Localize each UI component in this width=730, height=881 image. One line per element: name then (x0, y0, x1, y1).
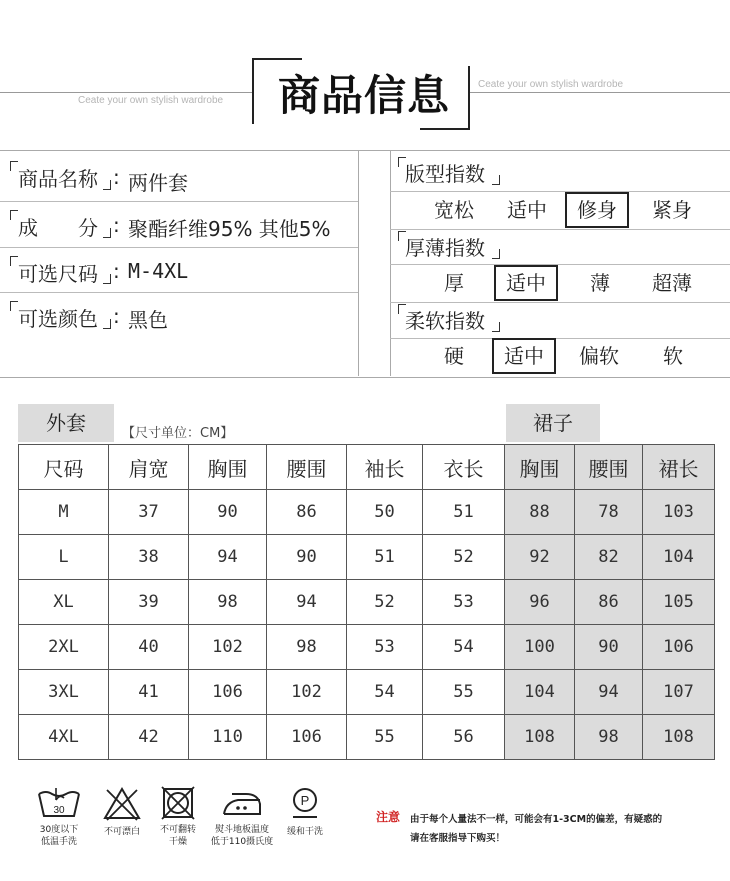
table-cell: 39 (109, 580, 189, 625)
info-divider (358, 150, 359, 376)
table-cell: 51 (347, 535, 423, 580)
table-cell: 42 (109, 715, 189, 760)
table-cell: 37 (109, 490, 189, 535)
table-cell: 110 (189, 715, 267, 760)
size-cell: 4XL (19, 715, 109, 760)
index-row-line (390, 302, 730, 303)
table-cell: 102 (189, 625, 267, 670)
info-colon: : (113, 165, 120, 189)
header-cell: 腰围 (575, 445, 643, 490)
unit-label: 【尺寸单位：CM】 (122, 426, 234, 441)
index-option-selected: 修身 (565, 192, 629, 228)
table-row (19, 535, 715, 580)
label-bracket-open (10, 256, 18, 266)
index-option: 硬 (444, 344, 464, 368)
table-cell: 96 (505, 580, 575, 625)
table-cell: 38 (109, 535, 189, 580)
table-cell: 94 (575, 670, 643, 715)
table-cell: 107 (643, 670, 715, 715)
care-gentle-dry-clean (278, 786, 332, 838)
index-option: 紧身 (652, 198, 692, 222)
index-label: 厚薄指数 (405, 236, 485, 260)
care-text-line1: 缓和干洗 (286, 827, 323, 837)
table-cell: 86 (267, 490, 347, 535)
size-cell: M (19, 490, 109, 535)
info-colon: : (113, 213, 120, 237)
table-cell: 82 (575, 535, 643, 580)
table-cell: 98 (267, 625, 347, 670)
label-bracket-close (492, 322, 500, 332)
table-row (19, 625, 715, 670)
table-row (19, 580, 715, 625)
info-label: 可选颜色 (18, 307, 98, 331)
header-cell: 胸围 (189, 445, 267, 490)
table-cell: 98 (189, 580, 267, 625)
table-cell: 108 (643, 715, 715, 760)
table-cell: 52 (347, 580, 423, 625)
label-bracket-open (10, 301, 18, 311)
table-cell: 94 (189, 535, 267, 580)
label-bracket-close (103, 180, 111, 190)
header-cell: 衣长 (423, 445, 505, 490)
size-cell: L (19, 535, 109, 580)
info-row-line (0, 247, 358, 248)
table-cell: 106 (643, 625, 715, 670)
table-cell: 54 (347, 670, 423, 715)
header-rule-right (468, 92, 730, 93)
header-cell: 裙长 (643, 445, 715, 490)
header-cell: 尺码 (19, 445, 109, 490)
no-tumble-dry-icon (160, 786, 196, 820)
care-text-line1: 不可翻转 (159, 825, 196, 835)
care-text-line1: 不可漂白 (103, 827, 140, 837)
care-no-tumble-dry (150, 786, 206, 848)
table-cell: 92 (505, 535, 575, 580)
index-option: 超薄 (652, 271, 692, 295)
table-row (19, 715, 715, 760)
table-cell: 90 (267, 535, 347, 580)
index-option-selected: 适中 (492, 338, 556, 374)
page-title: 商品信息 (277, 71, 450, 120)
table-cell: 78 (575, 490, 643, 535)
table-row (19, 670, 715, 715)
care-text-line2: 低温手洗 (40, 837, 77, 847)
header-slogan-left: Ceate your own stylish wardrobe (78, 95, 224, 106)
label-bracket-open (10, 161, 18, 171)
table-cell: 90 (575, 625, 643, 670)
info-colon: : (113, 304, 120, 328)
care-text-line2: 低于110摄氏度 (210, 837, 274, 847)
label-bracket-close (103, 319, 111, 329)
info-value: M-4XL (128, 259, 189, 283)
info-value: 两件套 (128, 171, 188, 195)
info-label: 可选尺码 (18, 262, 98, 286)
size-cell: XL (19, 580, 109, 625)
info-divider-2 (390, 150, 391, 376)
label-bracket-close (103, 228, 111, 238)
table-cell: 41 (109, 670, 189, 715)
info-row-line (0, 292, 358, 293)
table-cell: 104 (505, 670, 575, 715)
care-hand-wash (30, 786, 88, 848)
table-cell: 98 (575, 715, 643, 760)
table-cell: 86 (575, 580, 643, 625)
note-line1: 由于每个人量法不一样，可能会有1-3CM的偏差，有疑惑的 (410, 814, 663, 825)
index-option-selected: 适中 (494, 265, 558, 301)
index-option: 适中 (507, 198, 547, 222)
table-cell: 102 (267, 670, 347, 715)
size-table (18, 444, 715, 760)
table-cell: 40 (109, 625, 189, 670)
label-bracket-open (10, 210, 18, 220)
skirt-tag: 裙子 (506, 404, 600, 442)
table-row (19, 490, 715, 535)
no-bleach-icon (102, 786, 142, 822)
top-tag: 外套 (18, 404, 114, 442)
care-iron-low (204, 786, 280, 848)
size-cell: 2XL (19, 625, 109, 670)
table-cell: 53 (423, 580, 505, 625)
table-header-row (19, 445, 715, 490)
table-cell: 105 (643, 580, 715, 625)
iron-low-icon (218, 786, 266, 820)
header-cell: 腰围 (267, 445, 347, 490)
table-cell: 55 (423, 670, 505, 715)
table-cell: 54 (423, 625, 505, 670)
table-cell: 106 (189, 670, 267, 715)
index-row-line (390, 264, 730, 265)
index-label: 版型指数 (405, 162, 485, 186)
label-bracket-close (103, 274, 111, 284)
index-option: 偏软 (579, 344, 619, 368)
info-label: 商品名称 (18, 167, 98, 191)
table-cell: 90 (189, 490, 267, 535)
table-cell: 88 (505, 490, 575, 535)
table-cell: 52 (423, 535, 505, 580)
table-cell: 103 (643, 490, 715, 535)
table-cell: 104 (643, 535, 715, 580)
care-no-bleach (94, 786, 150, 838)
index-option: 薄 (590, 271, 610, 295)
info-colon: : (113, 259, 120, 283)
info-value: 聚酯纤维95% 其他5% (128, 217, 331, 241)
care-text-line1: 熨斗地板温度 (214, 825, 269, 835)
index-option: 宽松 (434, 198, 474, 222)
dry-clean-letter: P (300, 793, 310, 808)
note-label: 注意 (376, 810, 401, 824)
label-bracket-close (492, 175, 500, 185)
header-cell: 袖长 (347, 445, 423, 490)
table-cell: 53 (347, 625, 423, 670)
index-option: 软 (663, 344, 683, 368)
wash-temperature: 30 (53, 805, 65, 816)
table-cell: 106 (267, 715, 347, 760)
note-line2: 请在客服指导下购买！ (410, 833, 506, 844)
index-row-line (390, 191, 730, 192)
index-row-line (390, 229, 730, 230)
care-text-line2: 干燥 (168, 837, 187, 847)
index-option: 厚 (444, 271, 464, 295)
hand-wash-30-icon (36, 786, 82, 820)
table-cell: 108 (505, 715, 575, 760)
label-bracket-close (492, 249, 500, 259)
index-label: 柔软指数 (405, 309, 485, 333)
table-cell: 94 (267, 580, 347, 625)
table-cell: 50 (347, 490, 423, 535)
size-cell: 3XL (19, 670, 109, 715)
table-cell: 100 (505, 625, 575, 670)
header-cell: 胸围 (505, 445, 575, 490)
info-row-line (0, 201, 358, 202)
table-cell: 56 (423, 715, 505, 760)
table-cell: 51 (423, 490, 505, 535)
table-cell: 55 (347, 715, 423, 760)
header-cell: 肩宽 (109, 445, 189, 490)
header-slogan-right: Ceate your own stylish wardrobe (478, 79, 624, 90)
info-value: 黑色 (128, 308, 168, 332)
header-rule-left (0, 92, 252, 93)
gentle-dry-clean-icon (285, 786, 325, 822)
info-label: 成 分 (18, 216, 98, 240)
care-text-line1: 30度以下 (39, 825, 79, 835)
